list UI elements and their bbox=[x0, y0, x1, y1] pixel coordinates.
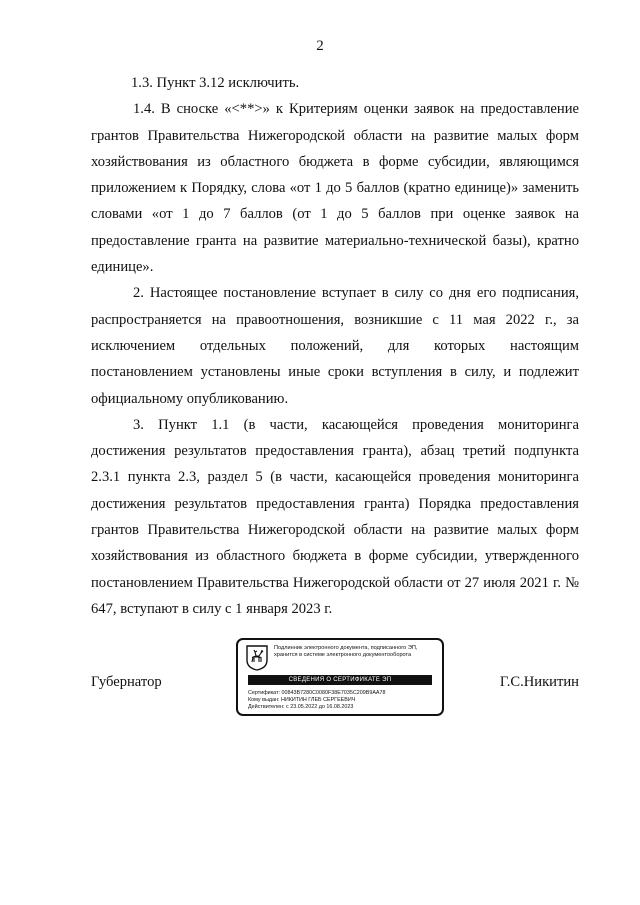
coat-of-arms-deer-icon bbox=[246, 645, 268, 671]
signer-position: Губернатор bbox=[91, 674, 162, 690]
stamp-header: Подлинник электронного документа, подписанного ЭП, хранится в системе электронного документооборота bbox=[274, 645, 418, 659]
certificate-number: Сертификат: 00843B7280C0080F38E7035C209B9AA78 bbox=[248, 690, 386, 696]
certificate-validity: Действителен: с 23.05.2022 до 16.08.2023 bbox=[248, 704, 354, 710]
certificate-info-title: СВЕДЕНИЯ О СЕРТИФИКАТЕ ЭП bbox=[248, 675, 432, 685]
paragraph-1-3: 1.3. Пункт 3.12 исключить. bbox=[131, 75, 300, 91]
paragraph-3: 3. Пункт 1.1 (в части, касающейся проведения мониторинга достижения результатов предоставления гранта), абзац третий подпункта 2.3.1 пункта 2.3, раздел 5 (в части, касающейся проведения мониторинга достижения результатов предоставления гранта) Порядка предоставления грантов Правительства Нижегородской области на развитие малых форм хозяйствования из областного бюджета в форме субсидии, утвержденного постановлением Правительства Нижегородской области от 27 июля 2021 г. № 647, вступают в силу с 1 января 2023 г. bbox=[91, 416, 579, 617]
paragraph-1-4: 1.4. В сноске «<**>» к Критериям оценки заявок на предоставление грантов Правительства Нижегородской области на развитие малых форм хозяйствования из областного бюджета в форме субсидии, являющимся приложением к Порядку, слова «от 1 до 5 баллов (кратно единице)» заменить словами «от 1 до 7 баллов (от 1 до 5 баллов при оценке заявок на предоставление гранта на развитие материально-технической базы), кратно единице». bbox=[91, 101, 579, 276]
signer-name: Г.С.Никитин bbox=[499, 674, 579, 690]
paragraph-2: 2. Настоящее постановление вступает в силу со дня его подписания, распространяется на правоотношения, возникшие с 11 мая 2022 г., за исключением отдельных положений, для которых настоящим постановлением установлены иные сроки вступления в силу, и подлежит официальному опубликованию. bbox=[91, 285, 579, 407]
certificate-owner: Кому выдан: НИКИТИН ГЛЕБ СЕРГЕЕВИЧ bbox=[248, 697, 356, 703]
document-body bbox=[91, 70, 579, 622]
signature-block bbox=[91, 634, 579, 718]
page-number: 2 bbox=[316, 38, 324, 54]
electronic-signature-stamp bbox=[236, 638, 444, 716]
certificate-details bbox=[248, 690, 438, 711]
